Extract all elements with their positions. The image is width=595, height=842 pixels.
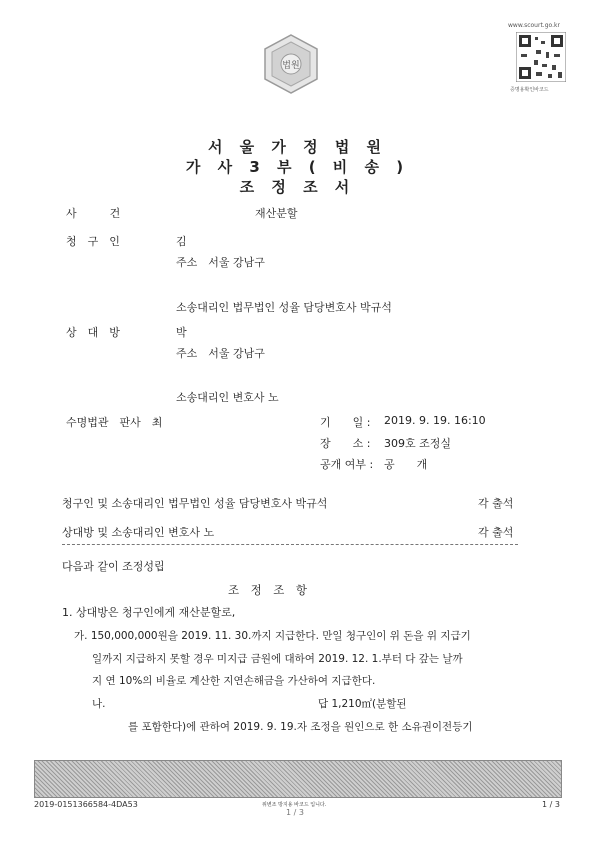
svg-text:법원: 법원 [282,61,300,71]
respondent-agent: 소송대리인 변호사 노 [176,391,279,404]
respondent-name: 박 [176,326,187,339]
court-division: 가 사 3 부 ( 비 송 ) [185,158,410,176]
item-na-label: 나. [92,698,106,710]
item-ga-line-1: 가. 150,000,000원을 2019. 11. 30.까지 지급한다. 만일 청구인이 위 돈을 위 지급기 [74,630,471,642]
judge-label: 수명법관 판사 최 [66,416,163,429]
mediation-intro: 다음과 같이 조정성립 [62,560,165,573]
page-number-center: 1 / 3 [286,808,304,817]
session-public-value: 공 개 [384,458,428,471]
claimant-label: 청 구 인 [66,235,120,248]
qr-url: www.scourt.go.kr [508,22,560,29]
session-place-label: 장 소 : [320,437,371,450]
attendance-claimant-status: 각 출석 [478,497,514,510]
divider [62,544,518,545]
item-na-line-1: 답 1,210㎡(분할된 [318,698,407,710]
case-label: 사 건 [66,207,121,220]
claimant-agent: 소송대리인 법무법인 성율 담당변호사 박규석 [176,301,392,314]
respondent-address: 주소 서울 강남구 [176,347,265,360]
court-seal-icon [259,32,323,96]
anti-forgery-barcode [34,760,562,798]
page-number-right: 1 / 3 [542,800,560,809]
mediation-heading: 조 정 조 항 [228,583,307,597]
qr-code-icon [516,32,566,82]
document-id: 2019-0151366584-4DA53 [34,800,138,809]
case-value: 재산분할 [255,207,298,220]
session-date-value: 2019. 9. 19. 16:10 [384,414,486,427]
attendance-respondent: 상대방 및 소송대리인 변호사 노 [62,526,215,539]
court-name: 서 울 가 정 법 원 [207,138,388,156]
item-ga-line-3: 지 연 10%의 비율로 계산한 지연손해금을 가산하여 지급한다. [92,675,376,687]
respondent-label: 상 대 방 [66,326,120,339]
item-1: 1. 상대방은 청구인에게 재산분할로, [62,606,236,619]
session-public-label: 공개 여부 : [320,458,374,471]
claimant-address: 주소 서울 강남구 [176,256,265,269]
document-type: 조 정 조 서 [239,178,356,196]
attendance-claimant: 청구인 및 소송대리인 법무법인 성율 담당변호사 박규석 [62,497,328,510]
session-date-label: 기 일 : [320,416,371,429]
item-na-line-2: 를 포함한다)에 관하여 2019. 9. 19.자 조정을 원인으로 한 소유권이전등기 [128,721,473,733]
qr-caption: 증명용확인바코드 [510,87,549,93]
attendance-respondent-status: 각 출석 [478,526,514,539]
claimant-name: 김 [176,235,187,248]
item-ga-line-2: 일까지 지급하지 못할 경우 미지급 금원에 대하여 2019. 12. 1.부터 다 갚는 날까 [92,653,463,665]
anti-forgery-note: 위변조 방지용 바코드 입니다. [262,802,327,808]
session-place-value: 309호 조정실 [384,437,451,450]
